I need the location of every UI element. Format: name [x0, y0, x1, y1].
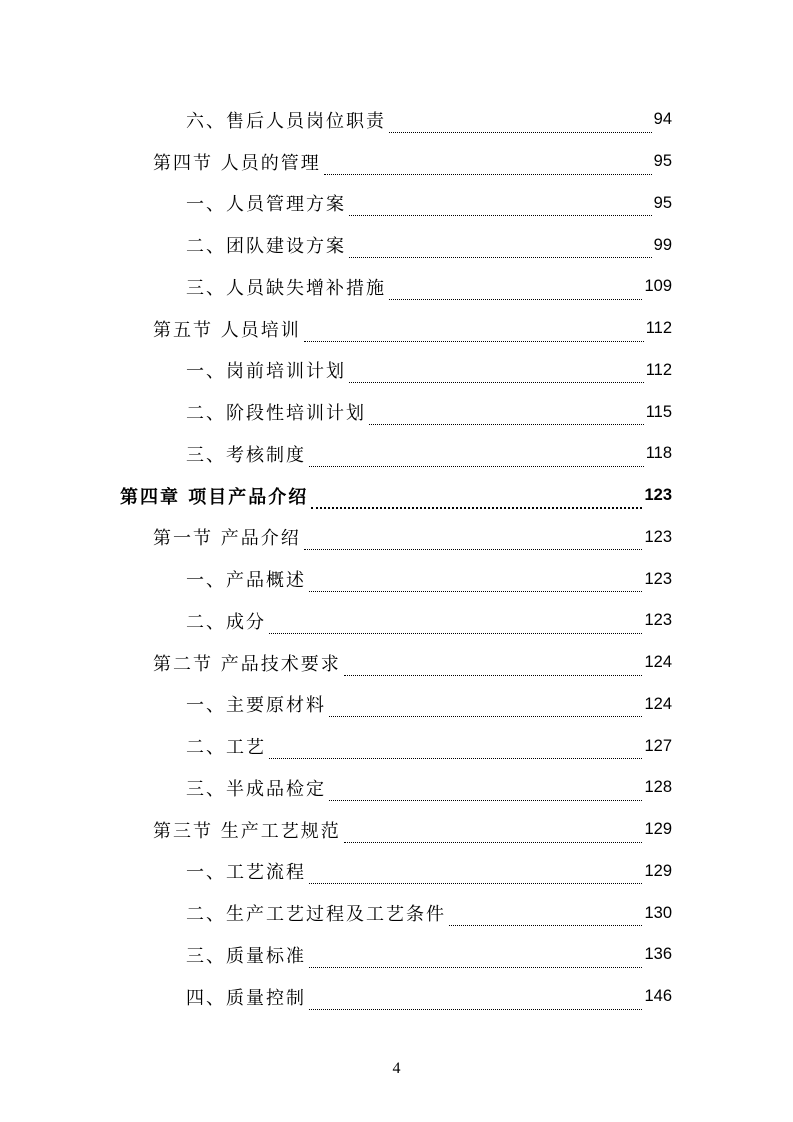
dot-leader: [389, 114, 652, 133]
toc-entry-title: 一、岗前培训计划: [186, 357, 349, 383]
toc-entry-title: 二、工艺: [186, 733, 269, 759]
table-of-contents: [0, 99, 793, 1018]
dot-leader: [304, 531, 643, 550]
toc-entry-title: 二、生产工艺过程及工艺条件: [186, 900, 449, 926]
toc-entry[interactable]: [0, 725, 793, 767]
toc-entry[interactable]: [0, 892, 793, 934]
dot-leader: [309, 949, 642, 968]
toc-entry-title: 二、团队建设方案: [186, 232, 349, 258]
dot-leader: [309, 448, 644, 467]
toc-entry[interactable]: [0, 99, 793, 141]
toc-entry[interactable]: [0, 224, 793, 266]
toc-entry-title: 一、人员管理方案: [186, 190, 349, 216]
toc-entry-page-number: 129: [644, 861, 672, 880]
toc-entry[interactable]: [0, 934, 793, 976]
toc-entry[interactable]: [0, 391, 793, 433]
toc-entry-page-number: 109: [644, 277, 672, 296]
toc-entry[interactable]: [0, 684, 793, 726]
toc-entry-title: 六、售后人员岗位职责: [186, 107, 389, 133]
toc-entry-title: 一、工艺流程: [186, 858, 309, 884]
toc-entry[interactable]: [0, 851, 793, 893]
dot-leader: [349, 197, 652, 216]
toc-entry-page-number: 146: [644, 987, 672, 1006]
toc-entry[interactable]: [0, 600, 793, 642]
toc-entry-page-number: 124: [644, 694, 672, 713]
toc-entry-page-number: 112: [645, 319, 672, 338]
dot-leader: [389, 281, 642, 300]
toc-entry[interactable]: [0, 517, 793, 559]
toc-entry-page-number: 123: [644, 527, 672, 546]
toc-entry-page-number: 124: [644, 653, 672, 672]
toc-entry-title: 三、考核制度: [186, 441, 309, 467]
toc-entry-page-number: 123: [644, 569, 672, 588]
toc-entry-title: 第四章 项目产品介绍: [120, 483, 311, 509]
toc-entry[interactable]: [0, 183, 793, 225]
toc-entry[interactable]: [0, 433, 793, 475]
toc-entry-page-number: 95: [653, 152, 672, 171]
toc-entry-page-number: 95: [653, 193, 672, 212]
dot-leader: [369, 406, 644, 425]
toc-entry[interactable]: [0, 976, 793, 1018]
dot-leader: [309, 991, 642, 1010]
toc-entry-title: 第二节 产品技术要求: [153, 650, 344, 676]
dot-leader: [269, 740, 642, 759]
dot-leader: [329, 698, 642, 717]
toc-entry-page-number: 129: [644, 820, 672, 839]
toc-entry[interactable]: [0, 350, 793, 392]
toc-entry[interactable]: [0, 767, 793, 809]
toc-entry-title: 二、阶段性培训计划: [186, 399, 369, 425]
dot-leader: [311, 489, 642, 509]
toc-entry-title: 一、主要原材料: [186, 691, 329, 717]
toc-entry-title: 三、人员缺失增补措施: [186, 274, 389, 300]
dot-leader: [349, 239, 652, 258]
toc-entry-page-number: 115: [645, 402, 672, 421]
dot-leader: [304, 323, 644, 342]
toc-entry[interactable]: [0, 308, 793, 350]
toc-entry[interactable]: [0, 266, 793, 308]
toc-entry-page-number: 112: [645, 360, 672, 379]
toc-entry-title: 四、质量控制: [186, 984, 309, 1010]
dot-leader: [324, 156, 652, 175]
toc-entry-page-number: 94: [653, 110, 672, 129]
toc-entry-page-number: 123: [644, 611, 672, 630]
dot-leader: [309, 573, 642, 592]
toc-entry-title: 第三节 生产工艺规范: [153, 817, 344, 843]
toc-entry-title: 三、质量标准: [186, 942, 309, 968]
dot-leader: [449, 907, 642, 926]
toc-entry[interactable]: [0, 141, 793, 183]
toc-chapter-entry[interactable]: [0, 475, 793, 517]
toc-entry-title: 三、半成品检定: [186, 775, 329, 801]
dot-leader: [349, 364, 644, 383]
toc-entry-page-number: 99: [653, 235, 672, 254]
toc-entry-title: 第一节 产品介绍: [153, 524, 304, 550]
toc-entry-page-number: 118: [645, 444, 672, 463]
dot-leader: [269, 615, 642, 634]
toc-entry[interactable]: [0, 642, 793, 684]
toc-entry-title: 第四节 人员的管理: [153, 149, 324, 175]
toc-entry-page-number: 130: [644, 903, 672, 922]
toc-entry-page-number: 123: [644, 486, 672, 505]
toc-entry-page-number: 128: [644, 778, 672, 797]
toc-entry-title: 二、成分: [186, 608, 269, 634]
dot-leader: [344, 824, 643, 843]
dot-leader: [309, 865, 642, 884]
toc-entry-title: 第五节 人员培训: [153, 316, 304, 342]
page-number-footer: 4: [392, 1060, 401, 1077]
toc-entry-page-number: 127: [644, 736, 672, 755]
dot-leader: [329, 782, 642, 801]
dot-leader: [344, 657, 643, 676]
toc-entry[interactable]: [0, 558, 793, 600]
toc-entry[interactable]: [0, 809, 793, 851]
toc-entry-page-number: 136: [644, 945, 672, 964]
toc-entry-title: 一、产品概述: [186, 566, 309, 592]
